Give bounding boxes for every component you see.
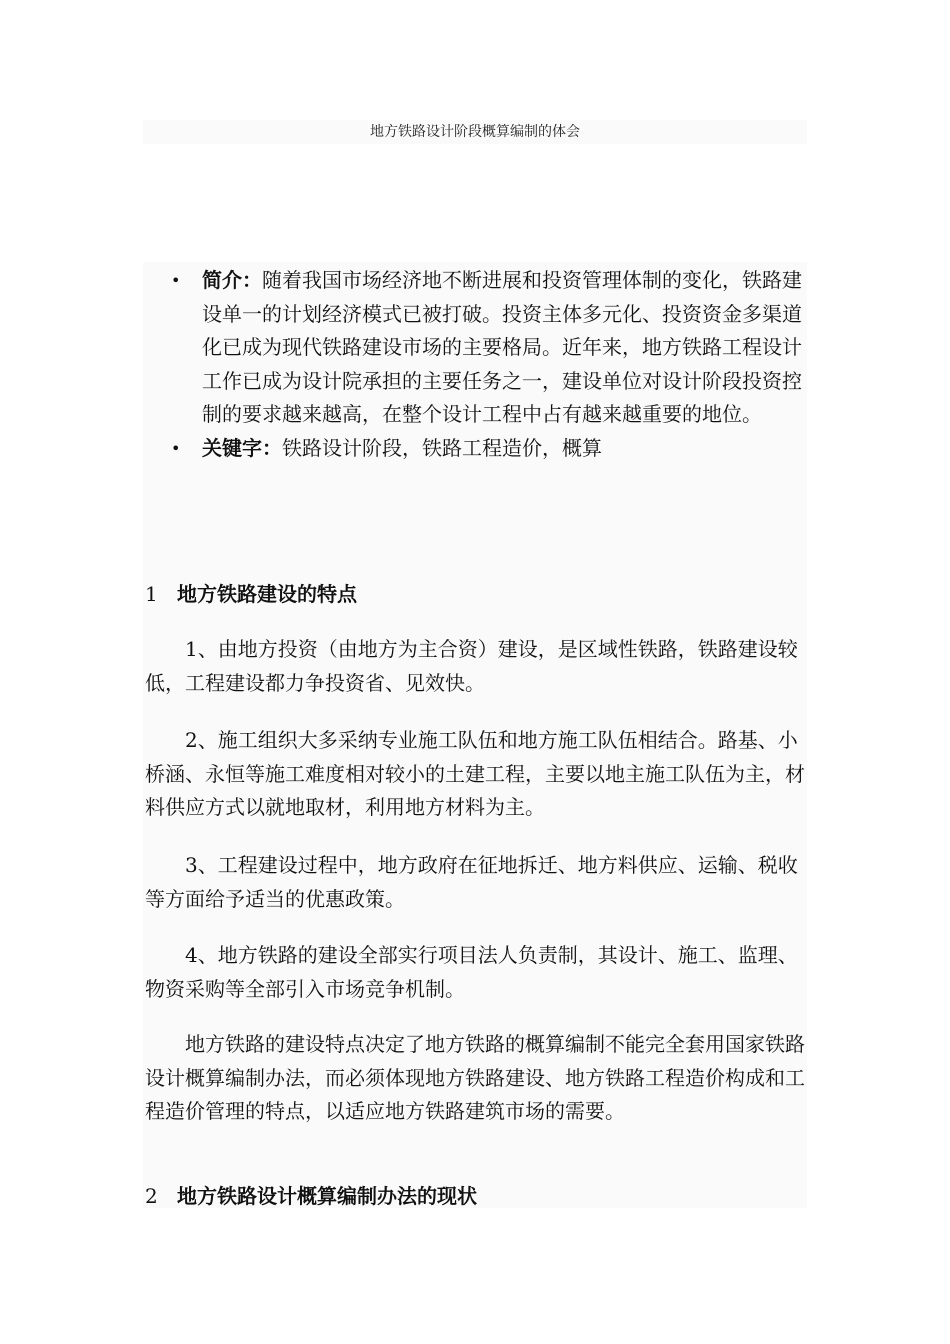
section-2-title: 地方铁路设计概算编制办法的现状: [177, 1184, 477, 1208]
summary-intro-item: [143, 264, 807, 432]
section-1-paragraph: 地方铁路的建设特点决定了地方铁路的概算编制不能完全套用国家铁路设计概算编制办法，而必须体现地方铁路建设、地方铁路工程造价构成和工程造价管理的特点，以适应地方铁路建筑市场的需要。: [145, 1032, 805, 1123]
section-1-paragraph: 3、工程建设过程中，地方政府在征地拆迁、地方料供应、运输、税收等方面给予适当的优惠政策。: [145, 853, 798, 911]
section-1-paragraph: 1、由地方投资（由地方为主合资）建设，是区域性铁路，铁路建设较低，工程建设都力争投资省、见效快。: [145, 637, 798, 695]
section-1-paragraph: 4、地方铁路的建设全部实行项目法人负责制，其设计、施工、监理、物资采购等全部引入市场竞争机制。: [145, 943, 798, 1001]
section-1-paragraph: 2、施工组织大多采纳专业施工队伍和地方施工队伍相结合。路基、小桥涵、永恒等施工难度相对较小的土建工程，主要以地主施工队伍为主，材料供应方式以就地取材，利用地方材料为主。: [145, 728, 805, 819]
section-2-number: 2: [145, 1184, 158, 1208]
intro-text: 随着我国市场经济地不断进展和投资管理体制的变化，铁路建设单一的计划经济模式已被打破。投资主体多元化、投资资金多渠道化已成为现代铁路建设市场的主要格局。近年来，地方铁路工程设计工作已成为设计院承担的主要任务之一，建设单位对设计阶段投资控制的要求越来越高，在整个设计工程中占有越来越重要的地位。: [202, 268, 802, 426]
keywords-text: 铁路设计阶段，铁路工程造价，概算: [282, 435, 602, 460]
intro-label: 简介：: [202, 268, 262, 292]
summary-list: [143, 264, 807, 465]
section-1-number: 1: [145, 582, 158, 606]
section-1-title: 地方铁路建设的特点: [177, 582, 357, 606]
section-2-heading: [145, 1181, 477, 1211]
keywords-label: 关键字：: [202, 435, 282, 460]
document-title: 地方铁路设计阶段概算编制的体会: [370, 124, 580, 140]
summary-keywords-item: [143, 432, 807, 466]
section-1-heading: [145, 579, 357, 609]
